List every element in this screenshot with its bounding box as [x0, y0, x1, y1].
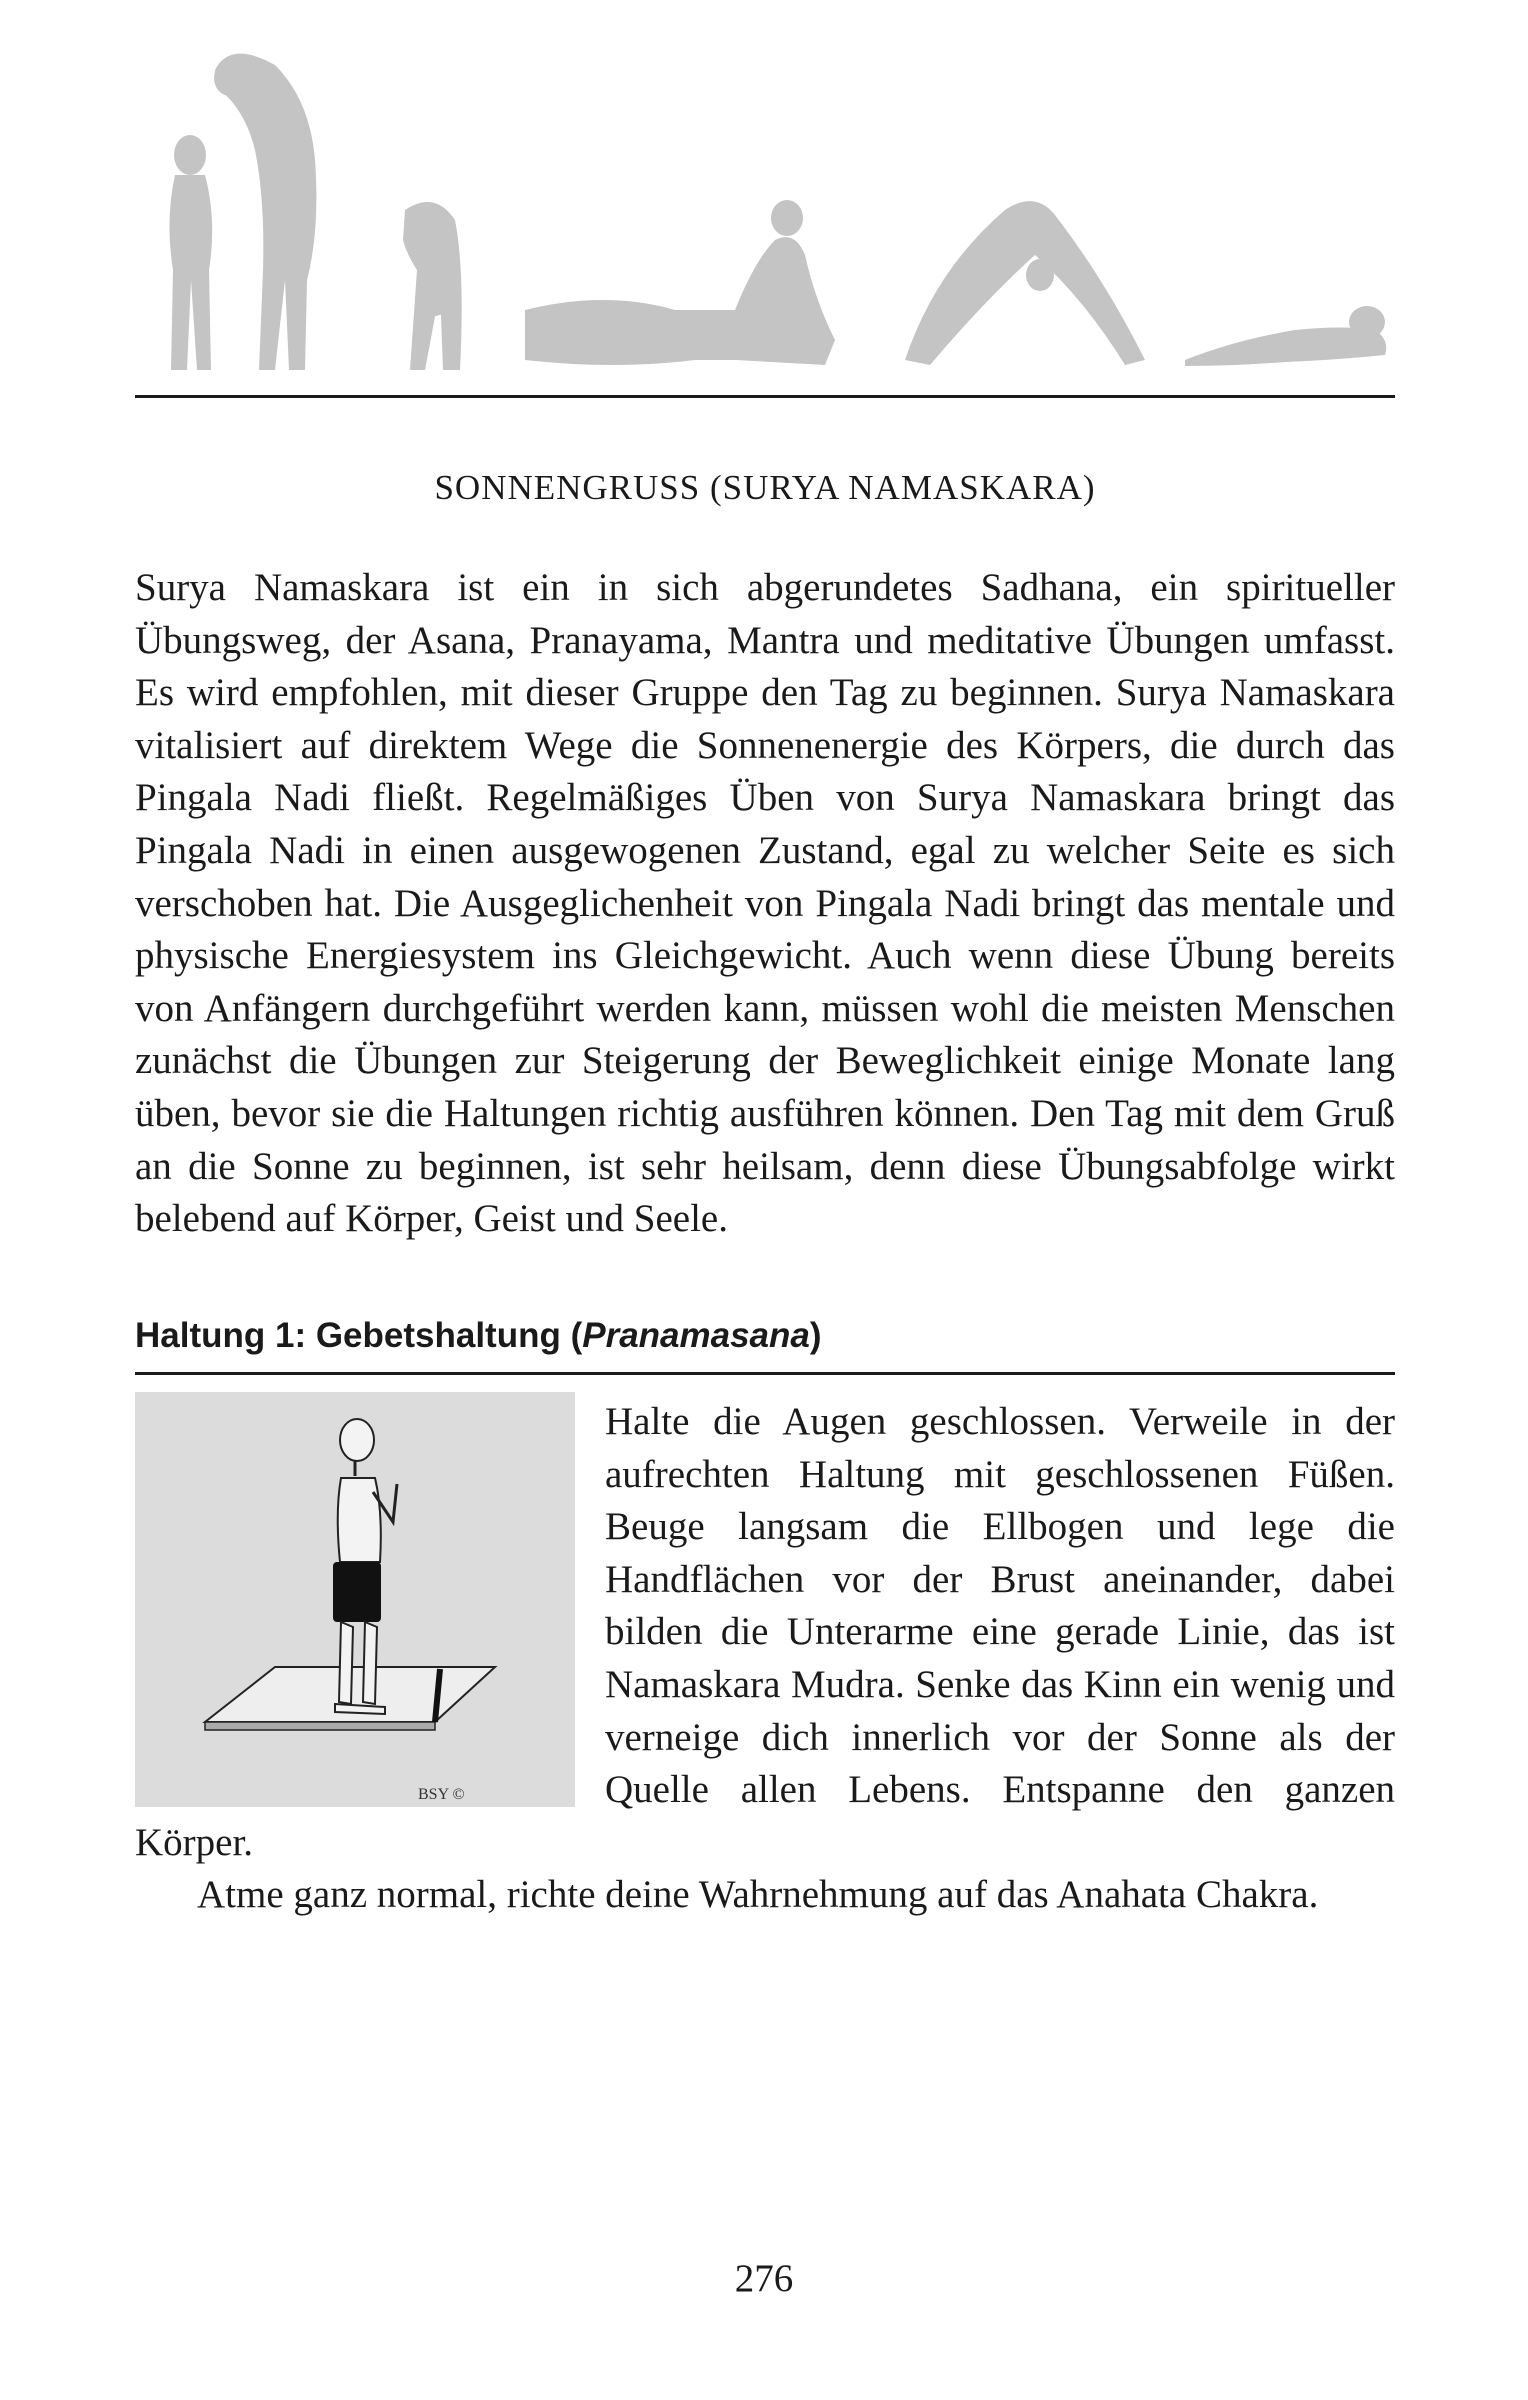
- section-paragraph-2: Atme ganz normal, richte deine Wahrnehmung auf das Anahata Chakra.: [197, 1873, 1319, 1917]
- intro-paragraph: Surya Namaskara ist ein in sich abgerundetes Sadhana, ein spiritueller Übungsweg, der Asana, Pranayama, Mantra und meditative Übungen umfasst. Es wird empfohlen, mit dieser Gruppe den Tag zu beginnen. Surya Namaskara vitalisiert auf direktem Wege die Sonnenenergie des Körpers, die durch das Pingala Nadi fließt. Regelmäßiges Üben von Surya Namaskara bringt das Pingala Nadi in einen ausgewogenen Zustand, egal zu welcher Seite es sich verschoben hat. Die Ausgeglichenheit von Pingala Nadi bringt das mentale und physische Energiesystem ins Gleichgewicht. Auch wenn diese Übung bereits von Anfängern durchgeführt werden kann, müssen wohl die meisten Menschen zunächst die Übungen zur Steigerung der Beweglichkeit einige Monate lang üben, bevor sie die Haltungen richtig ausführen können. Den Tag mit dem Gruß an die Sonne zu beginnen, ist sehr heilsam, denn diese Übungsabfolge wirkt belebend auf Körper, Geist und Seele.: [135, 566, 1395, 1241]
- section-heading: [135, 1316, 1395, 1356]
- intro-text: [135, 562, 1395, 1246]
- header-rule: [135, 395, 1395, 398]
- section-heading-prefix: Haltung 1: Gebetshaltung (: [135, 1316, 583, 1355]
- figure-space: [135, 1396, 605, 1812]
- pose-silhouettes-illustration: [135, 40, 1395, 380]
- page-number: 276: [734, 2257, 794, 2300]
- section-body: [135, 1396, 1395, 1922]
- section-rule: [135, 1372, 1395, 1375]
- pose-sequence-banner: [135, 40, 1395, 380]
- section-heading-suffix: ): [809, 1316, 822, 1355]
- section-heading-asana: Pranamasana: [582, 1316, 810, 1355]
- figure-credit: BSY ©: [418, 1786, 465, 1803]
- section-paragraph-1: Halte die Augen geschlossen. Verweile in der aufrechten Haltung mit geschlossenen Füßen. Beuge langsam die Ellbogen und lege die Handflächen vor der Brust aneinander, dabei bilden die Unterarme eine gerade Linie, das ist Namaskara Mudra. Senke das Kinn ein wenig und verneige dich innerlich vor der Sonne als der Quelle allen Lebens. Entspanne den ganzen Körper.: [135, 1400, 1395, 1864]
- chapter-title: SONNENGRUSS (SURYA NAMASKARA): [434, 468, 1096, 507]
